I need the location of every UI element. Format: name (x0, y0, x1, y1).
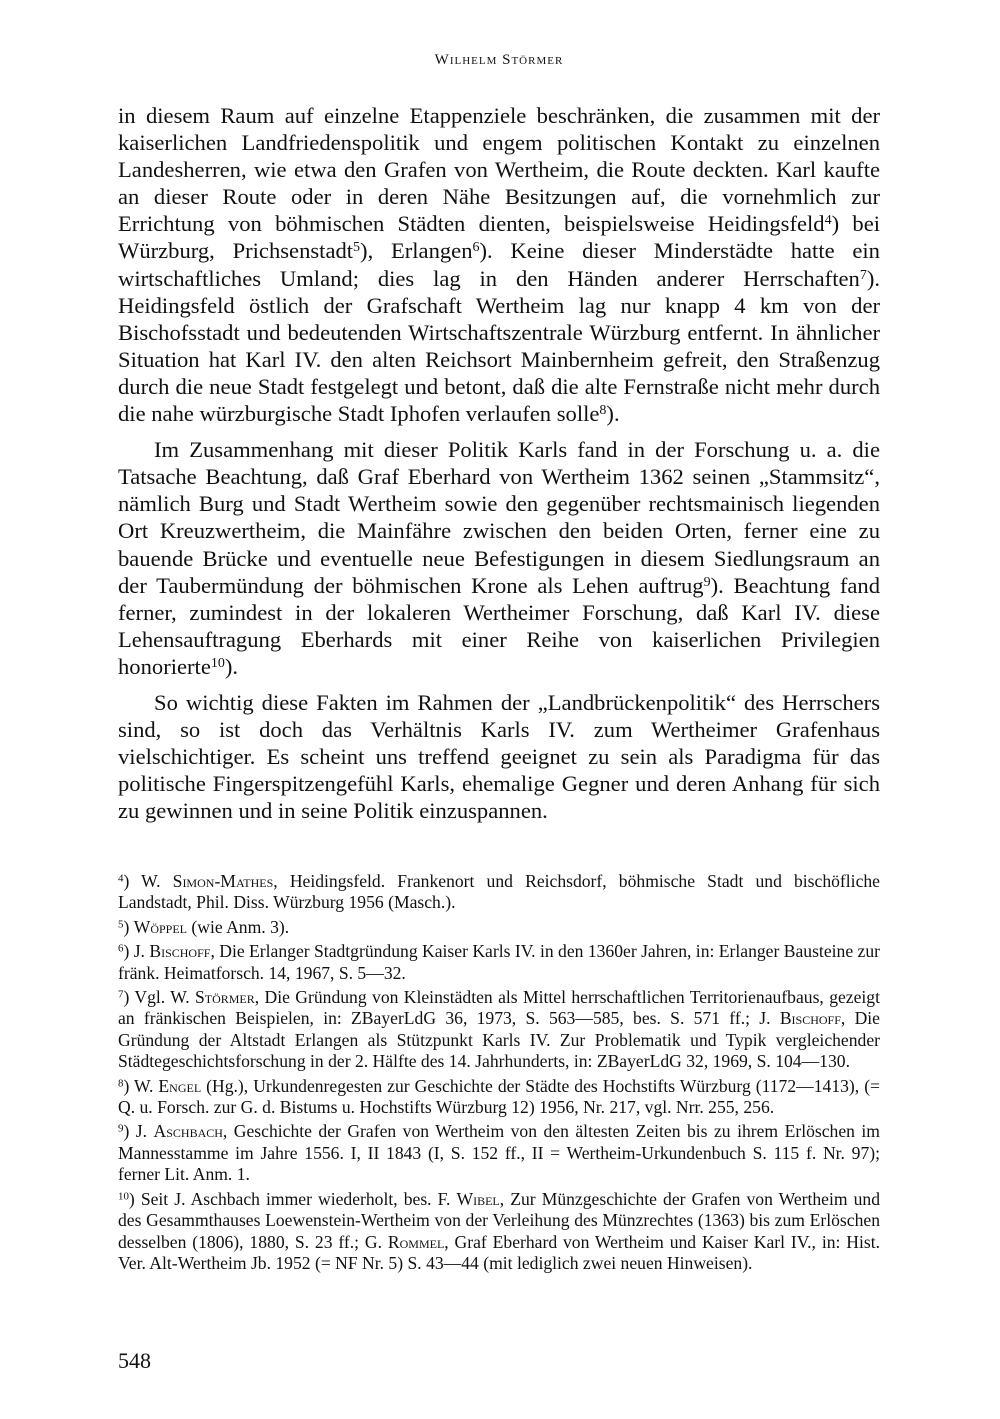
author-name: Bischoff (779, 1008, 841, 1029)
paragraph (118, 689, 880, 824)
footnote (118, 1121, 880, 1185)
text-run: ) (123, 916, 134, 937)
text-run: Im Zusammenhang mit dieser Politik Karls fand in der Forschung u. a. die Tatsache Beachtung, daß Graf Eberhard von Wertheim 1362 seinen „Stammsitz“, nämlich Burg und Stadt Wertheim sowie den gegenüber rechtsmainisch liegenden Ort Kreuzwertheim, die Mainfähre zwischen den beiden Orten, ferner eine zu bauende Brücke und eventuelle neue Befestigungen in diesem Siedlungsraum an der Taubermündung der böhmischen Krone als Lehen auftrug (118, 437, 880, 598)
author-name: Simon-Mathes (172, 871, 274, 891)
author-name: Bischoff (149, 941, 211, 962)
footnote-marker: 9 (118, 1123, 124, 1136)
text-run: So wichtig diese Fakten im Rahmen der „Landbrückenpolitik“ des Herrschers sind, so ist doch das Verhältnis Karls IV. zum Wertheimer Grafenhaus vielschichtiger. Es scheint uns treffend geeignet zu sein als Paradigma für das politische Fingerspitzengefühl Karls, ehemalige Gegner und deren Anhang für sich zu gewinnen und in seine Politik einzuspannen. (118, 689, 880, 824)
footnote-marker: 7 (859, 267, 867, 283)
text-run: (Hg.), Urkundenregesten zur Geschichte der Städte des Hochstifts Würzburg (1172—1413), (= Q. u. Forsch. zur G. d. Bistums u. Hochstifts Würzburg 12) 1956, Nr. 217, vgl. Nrr. 255, 256. (118, 1075, 880, 1118)
footnote-marker: 8 (118, 1077, 124, 1090)
footnote (118, 871, 880, 914)
text-run: ). Beachtung fand ferner, zumindest in der lokaleren Wertheimer Forschung, daß Karl IV. diese Lehensauftragung Eberhards mit einer Reihe von kaiserlichen Privilegien honorierte (118, 572, 880, 679)
author-name: Engel (158, 1075, 202, 1096)
author-name: Störmer (194, 987, 255, 1008)
footnote-marker: 7 (118, 988, 124, 1001)
footnote-marker: 6 (472, 240, 480, 256)
body-text (118, 102, 880, 833)
author-name: Wibel (456, 1188, 500, 1209)
paragraph (118, 436, 880, 680)
page-number: 548 (118, 1348, 151, 1373)
footnote-marker: 4 (118, 872, 124, 885)
text-run: in diesem Raum auf einzelne Etappenziele beschränken, die zusammen mit der kaiserlichen Landfriedenspolitik und engem politischen Kontakt zu einzelnen Landesherren, wie etwa den Grafen von Wertheim, die Route deckten. Karl kaufte an dieser Route oder in deren Nähe Besitzungen auf, die vornehmlich zur Errichtung von böhmischen Städten dienten, beispielsweise Heidingsfeld (118, 103, 880, 237)
text-run: ) J. (123, 941, 150, 962)
footnote-marker: 10 (210, 655, 225, 671)
author-name: Rommel (387, 1231, 445, 1252)
footnote (118, 941, 880, 984)
footnote (118, 917, 880, 938)
footnote-marker: 5 (118, 918, 124, 931)
text-run: (wie Anm. 3). (187, 916, 290, 937)
paragraph (118, 102, 880, 427)
text-run: , Die Gründung von Kleinstädten als Mittel herrschaftlichen Territorienaufbaus, gezeigt an fränkischen Beispielen, in: ZBayerLdG 36, 1973, S. 563—585, bes. S. 571 ff.; J. (118, 987, 880, 1029)
footnote-marker: 6 (118, 942, 124, 955)
text-run: ). (224, 653, 239, 679)
footnote-marker: 10 (118, 1190, 129, 1203)
footnote (118, 1189, 880, 1275)
text-run: , Die Gründung der Altstadt Erlangen als Stützpunkt Karls IV. Zur Problematik und Typik vergleichender Städtegeschichtsforschung in der 2. Hälfte des 14. Jahrhunderts, in: ZBayerLdG 32, 1969, S. 104—130. (118, 1008, 880, 1072)
text-run: ) Vgl. W. (123, 987, 195, 1008)
text-run: ) bei Würzburg, Prichsenstadt (118, 211, 880, 264)
text-run: ) W. (123, 1075, 159, 1096)
text-run: , Geschichte der Grafen von Wertheim von den ältesten Zeiten bis zu ihrem Erlöschen im Mannesstamme im Jahre 1556. I, II 1843 (I, S. 152 ff., II = Wertheim-Urkundenbuch S. 115 f. Nr. 97); ferner Lit. Anm. 1. (118, 1121, 880, 1185)
footnote-marker: 5 (353, 240, 361, 256)
text-run: ) W. (123, 871, 173, 891)
text-run: ) J. (123, 1121, 154, 1142)
author-name: Aschbach (153, 1121, 223, 1142)
text-run: ), Erlangen (360, 238, 473, 264)
footnotes (118, 871, 880, 1277)
text-run: , Heidingsfeld. Frankenort und Reichsdorf, böhmische Stadt und bischöfliche Landstadt, Phil. Diss. Würzburg 1956 (Masch.). (118, 871, 880, 913)
running-head: Wilhelm Störmer (434, 52, 564, 68)
text-run: , Graf Eberhard von Wertheim und Kaiser Karl IV., in: Hist. Ver. Alt-Wertheim Jb. 1952 (= NF Nr. 5) S. 43—44 (mit lediglich zwei neuen Hinweisen). (118, 1231, 880, 1273)
text-run: ) Seit J. Aschbach immer wiederholt, bes. F. (128, 1188, 457, 1209)
text-run: , Die Erlanger Stadtgründung Kaiser Karls IV. in den 1360er Jahren, in: Erlanger Bausteine zur fränk. Heimatforsch. 14, 1967, S. 5—32. (118, 941, 880, 983)
footnote-marker: 9 (703, 574, 711, 590)
text-run: ). Keine dieser Minderstädte hatte ein wirtschaftliches Umland; dies lag in den Händen anderer Herrschaften (118, 238, 880, 291)
footnote-marker: 4 (824, 213, 832, 229)
text-run: , Zur Münzgeschichte der Grafen von Wertheim und des Gesammthauses Loewenstein-Wertheim von der Verleihung des Münzrechtes (1363) bis zum Erlöschen desselben (1806), 1880, S. 23 ff.; G. (118, 1188, 881, 1252)
author-name: Wöppel (133, 916, 187, 937)
text-run: ). Heidingsfeld östlich der Grafschaft Wertheim lag nur knapp 4 km von der Bischofsstadt und bedeutenden Wirtschaftszentrale Würzburg entfernt. In ähnlicher Situation hat Karl IV. den alten Reichsort Mainbernheim gefreit, den Straßenzug durch die neue Stadt festgelegt und betont, daß die alte Fernstraße nicht mehr durch die nahe würzburgische Stadt Iphofen verlaufen solle (118, 265, 880, 427)
footnote (118, 987, 880, 1073)
footnote (118, 1076, 880, 1119)
text-run: ). (606, 401, 620, 427)
footnote-marker: 8 (599, 403, 607, 419)
